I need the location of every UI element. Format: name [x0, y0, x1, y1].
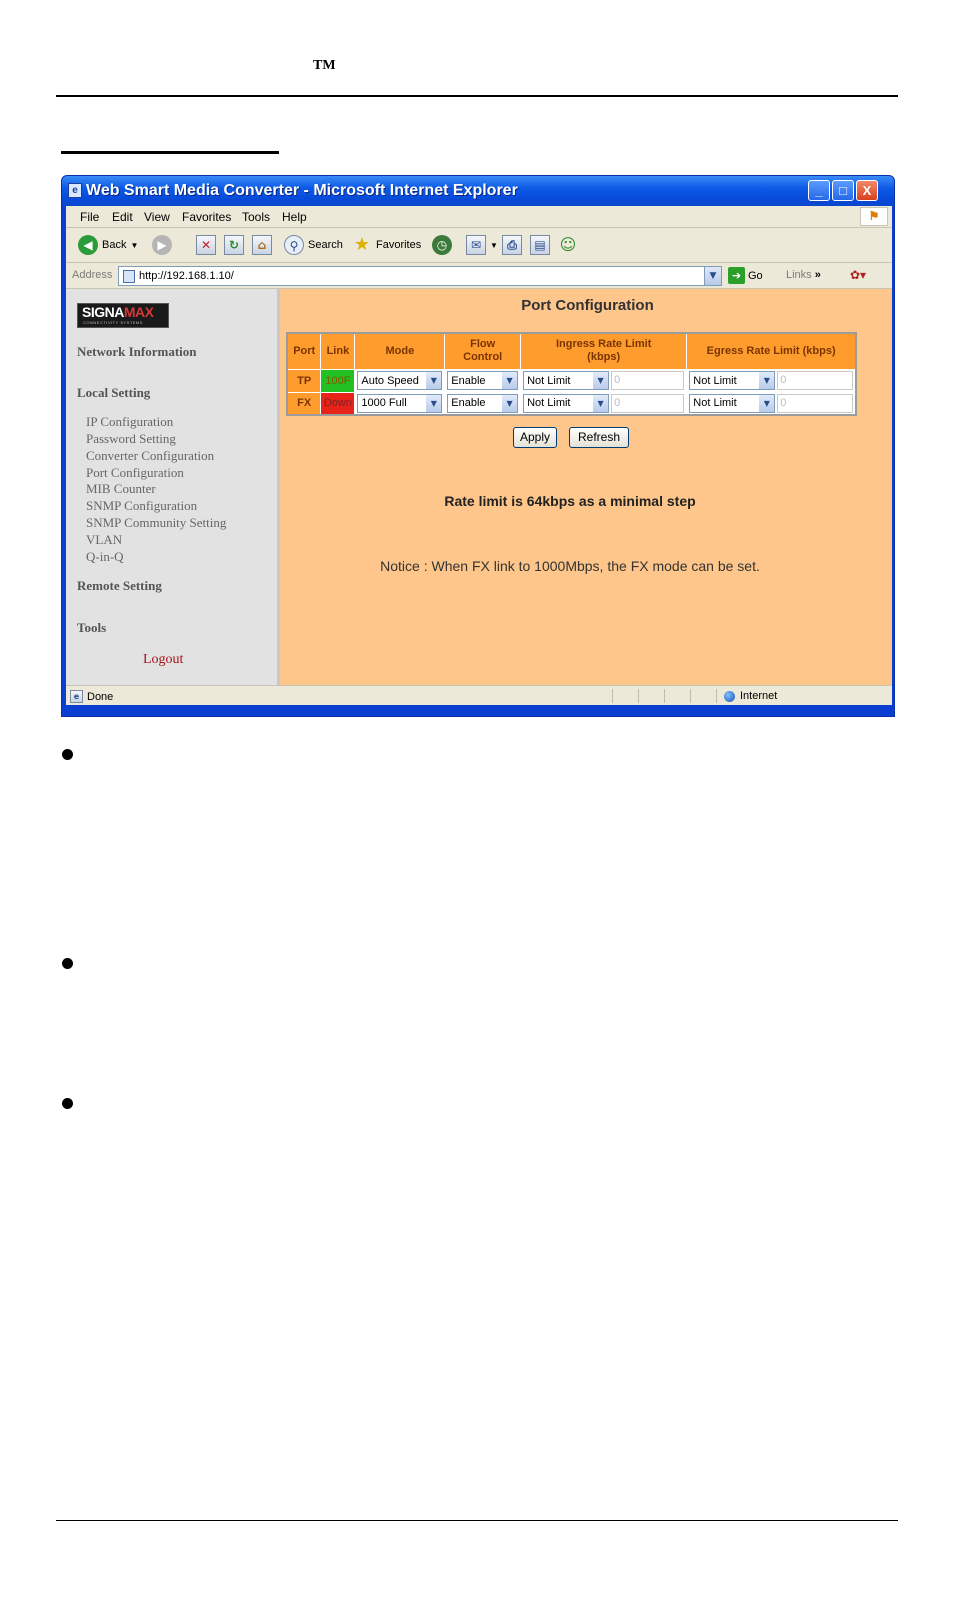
address-url: http://192.168.1.10/: [139, 270, 234, 282]
search-icon: ⚲: [284, 235, 304, 255]
nav-network-information[interactable]: Network Information: [77, 344, 197, 359]
link-status: Down: [321, 392, 355, 415]
refresh-icon: ↻: [224, 235, 244, 255]
status-bar: [66, 685, 892, 705]
col-link: Link: [321, 333, 355, 369]
chevron-down-icon: ▼: [426, 395, 441, 412]
ingress-rate-input[interactable]: 0: [611, 394, 684, 413]
menu-help[interactable]: Help: [282, 210, 307, 224]
col-flow-line2: Control: [463, 351, 503, 364]
standard-toolbar: [66, 228, 892, 263]
egress-value: Not Limit: [693, 374, 737, 387]
forward-button[interactable]: [152, 234, 172, 256]
ingress-value: Not Limit: [527, 374, 571, 387]
chevron-down-icon: ▼: [759, 395, 774, 412]
mode-select[interactable]: [357, 394, 442, 413]
back-label: Back: [102, 239, 127, 251]
menu-favorites[interactable]: Favorites: [182, 210, 232, 224]
title-bar: [62, 176, 894, 206]
menu-edit[interactable]: Edit: [112, 210, 133, 224]
nav-password-setting[interactable]: Password Setting: [86, 431, 176, 446]
stop-icon: ✕: [196, 235, 216, 255]
home-icon: ⌂: [252, 235, 272, 255]
menu-view[interactable]: View: [144, 210, 170, 224]
nav-q-in-q[interactable]: Q-in-Q: [86, 549, 124, 564]
ingress-cell: [521, 392, 687, 415]
chevron-down-icon: ▼: [426, 372, 441, 389]
mode-cell: [355, 392, 445, 415]
bullet-point: [62, 958, 73, 969]
ingress-cell: [521, 369, 687, 392]
back-dropdown-icon: ▼: [130, 240, 139, 250]
links-button[interactable]: Links »: [786, 269, 821, 281]
chevron-down-icon: ▼: [502, 372, 517, 389]
links-label: Links: [786, 269, 812, 281]
go-button[interactable]: [728, 267, 763, 284]
status-done: [70, 690, 113, 703]
back-button[interactable]: [78, 234, 138, 256]
port-name: FX: [287, 392, 321, 415]
mode-value: Auto Speed: [361, 374, 419, 387]
apply-button[interactable]: Apply: [513, 427, 557, 448]
address-label: Address: [72, 269, 113, 281]
status-divider: [612, 689, 613, 703]
chevron-down-icon: ▼: [593, 372, 608, 389]
col-port: Port: [287, 333, 321, 369]
search-label: Search: [308, 239, 343, 251]
windows-flag-icon: ⚑: [860, 207, 888, 226]
flow-value: Enable: [451, 374, 486, 387]
col-ingress-line2: (kbps): [587, 351, 621, 364]
egress-rate-input[interactable]: 0: [777, 394, 853, 413]
nav-snmp-configuration[interactable]: SNMP Configuration: [86, 498, 198, 513]
egress-cell: [687, 369, 856, 392]
history-icon: ◷: [432, 235, 452, 255]
ingress-value: Not Limit: [527, 397, 571, 410]
mode-select[interactable]: [357, 371, 442, 390]
page-title: Port Configuration: [521, 297, 654, 314]
page-done-icon: e: [70, 690, 83, 703]
status-divider: [664, 689, 665, 703]
egress-select[interactable]: [689, 371, 775, 390]
nav-remote-setting[interactable]: Remote Setting: [77, 578, 162, 593]
stop-button[interactable]: [196, 234, 216, 256]
logo-brand-b: MAX: [123, 304, 154, 320]
link-status: 100F: [321, 369, 355, 392]
status-divider: [690, 689, 691, 703]
nav-converter-configuration[interactable]: Converter Configuration: [86, 448, 215, 463]
egress-rate-input[interactable]: 0: [777, 371, 853, 390]
flow-control-select[interactable]: [447, 371, 518, 390]
footer-rule: [56, 1520, 898, 1521]
chevron-down-icon: ▼: [593, 395, 608, 412]
main-panel: [283, 289, 892, 685]
signamax-logo: [77, 303, 169, 328]
forward-arrow-icon: ▶: [152, 235, 172, 255]
nav-tools[interactable]: Tools: [77, 620, 107, 635]
tools-extension-icon[interactable]: ✿▾: [850, 268, 867, 282]
page-icon: [123, 270, 135, 283]
nav-mib-counter[interactable]: MIB Counter: [86, 481, 156, 496]
header-rule: [56, 95, 898, 97]
flow-cell: [445, 369, 521, 392]
edit-button[interactable]: [530, 234, 550, 256]
go-label: Go: [748, 269, 763, 282]
table-header-row: [287, 333, 856, 369]
egress-select[interactable]: [689, 394, 775, 413]
col-ingress: [521, 333, 687, 369]
col-egress: Egress Rate Limit (kbps): [687, 333, 856, 369]
port-name: TP: [287, 369, 321, 392]
edit-page-icon: ▤: [530, 235, 550, 255]
egress-value: Not Limit: [693, 397, 737, 410]
mode-cell: [355, 369, 445, 392]
refresh-button[interactable]: Refresh: [569, 427, 629, 448]
rate-limit-note: Rate limit is 64kbps as a minimal step: [444, 493, 696, 509]
flow-control-select[interactable]: [447, 394, 518, 413]
flow-value: Enable: [451, 397, 486, 410]
nav-port-configuration[interactable]: Port Configuration: [86, 465, 184, 480]
menu-bar: [66, 206, 892, 228]
nav-local-setting[interactable]: Local Setting: [77, 385, 151, 400]
mail-icon: ✉: [466, 235, 486, 255]
ingress-select[interactable]: [523, 394, 609, 413]
status-divider: [716, 689, 717, 703]
address-bar: [66, 263, 892, 289]
page-content: [66, 289, 892, 685]
logout-link[interactable]: Logout: [143, 652, 184, 667]
bullet-point: [62, 749, 73, 760]
status-text: Done: [87, 690, 114, 703]
trademark: TM: [313, 58, 336, 73]
menu-file[interactable]: File: [80, 210, 100, 224]
address-dropdown-icon[interactable]: ▼: [704, 267, 721, 285]
menu-tools[interactable]: Tools: [242, 210, 271, 224]
printer-icon: ⎙: [502, 235, 522, 255]
ingress-select[interactable]: [523, 371, 609, 390]
browser-window: [61, 175, 895, 717]
minimize-button[interactable]: _: [808, 180, 830, 201]
ie-page-icon: e: [68, 183, 82, 198]
table-row: [287, 369, 856, 392]
print-button[interactable]: [502, 234, 522, 256]
star-icon: ★: [353, 234, 371, 255]
status-divider: [638, 689, 639, 703]
flow-cell: [445, 392, 521, 415]
home-button[interactable]: [252, 234, 272, 256]
bullet-point: [62, 1098, 73, 1109]
chevron-down-icon: ▼: [502, 395, 517, 412]
security-zone: [724, 690, 777, 702]
search-button[interactable]: [284, 234, 343, 256]
messenger-icon: ☺: [559, 235, 577, 254]
go-arrow-icon: ➔: [728, 267, 745, 284]
window-title: Web Smart Media Converter - Microsoft Internet Explorer: [86, 182, 518, 199]
refresh-page-button[interactable]: [224, 234, 244, 256]
address-input[interactable]: [118, 266, 722, 286]
ingress-rate-input[interactable]: 0: [611, 371, 684, 390]
egress-cell: [687, 392, 856, 415]
logo-brand-a: SIGNA: [82, 304, 124, 320]
nav-vlan[interactable]: VLAN: [86, 532, 123, 547]
col-flow-line1: Flow: [470, 338, 496, 351]
col-mode: Mode: [355, 333, 445, 369]
nav-snmp-community-setting[interactable]: SNMP Community Setting: [86, 515, 227, 530]
maximize-button[interactable]: □: [832, 180, 854, 201]
section-heading-underline: [61, 151, 279, 154]
history-button[interactable]: [432, 234, 452, 256]
col-flow-control: [445, 333, 521, 369]
messenger-button[interactable]: [558, 234, 578, 256]
favorites-button[interactable]: [352, 234, 421, 256]
mail-dropdown-icon: ▼: [490, 240, 498, 250]
chevron-down-icon: ▼: [759, 372, 774, 389]
favorites-label: Favorites: [376, 239, 422, 251]
globe-icon: [724, 691, 735, 702]
logo-tagline: CONNECTIVITY SYSTEMS: [83, 320, 143, 325]
sidebar: [66, 289, 280, 685]
mode-value: 1000 Full: [361, 397, 407, 410]
close-button[interactable]: X: [856, 180, 878, 201]
mail-button[interactable]: [466, 234, 498, 256]
col-ingress-line1: Ingress Rate Limit: [556, 338, 652, 351]
back-arrow-icon: ◀: [78, 235, 98, 255]
nav-ip-configuration[interactable]: IP Configuration: [86, 414, 174, 429]
fx-mode-notice: Notice : When FX link to 1000Mbps, the FX mode can be set.: [380, 558, 760, 574]
port-config-table: [286, 332, 857, 416]
table-row: [287, 392, 856, 415]
zone-text: Internet: [740, 690, 778, 702]
